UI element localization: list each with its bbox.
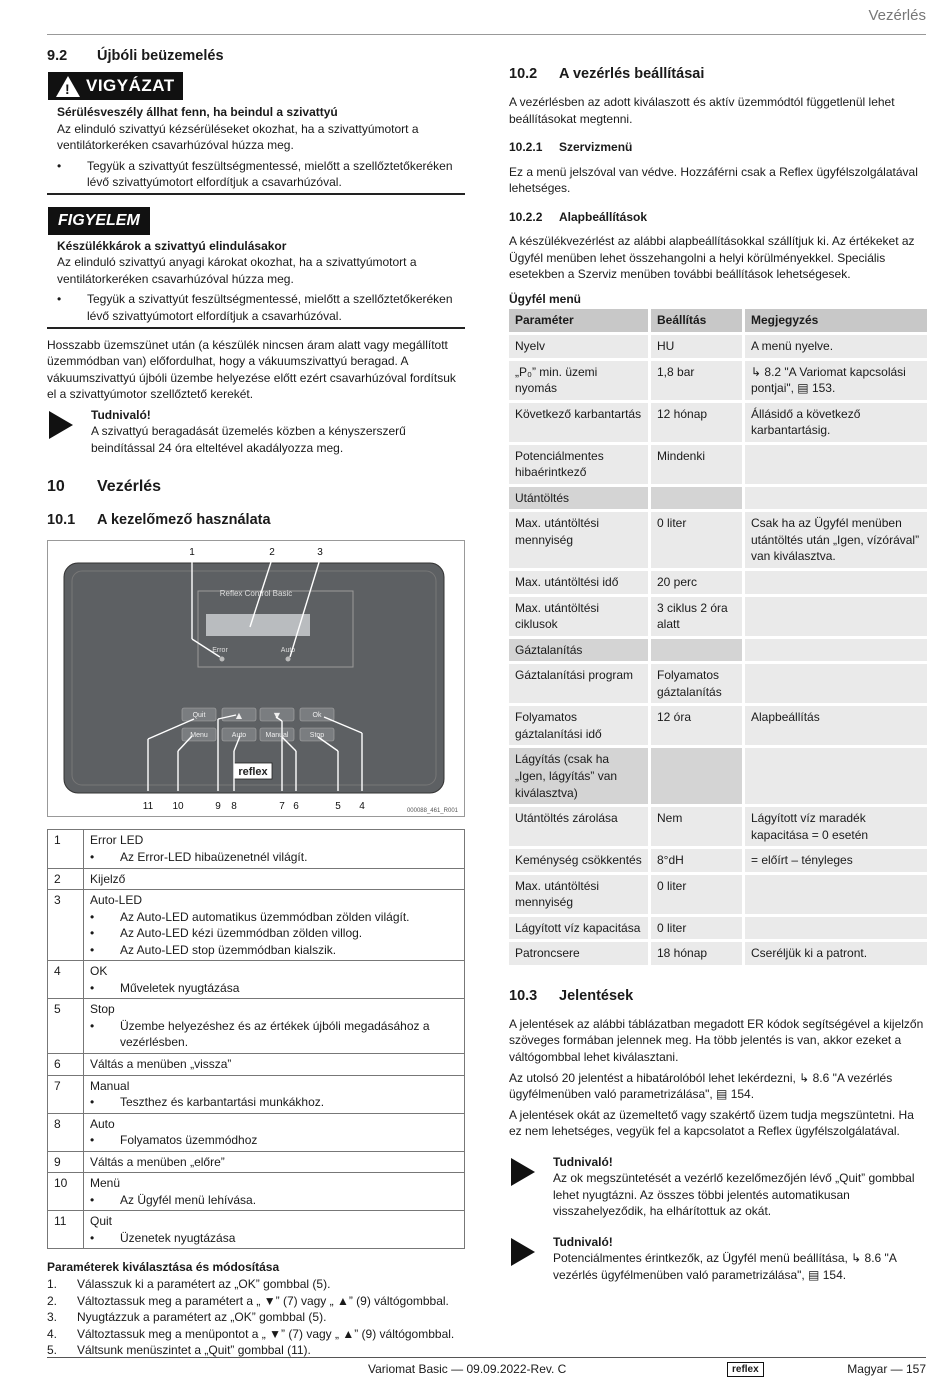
table-row [509, 917, 927, 943]
callout-11: 11 [142, 801, 154, 813]
legend-row [48, 1053, 465, 1075]
restart-paragraph: Hosszabb üzemszünet után (a készülék nincsen áram alatt vagy megállított üzemmódban van) előfordulhat, hogy a vákuumszivattyú beragad. A vákuumszivattyú újbóli üzembe helyezése előtt ezért csavarhúzóval fordítsuk el a szivattyúmotor szellőztető kerekét. [47, 337, 456, 402]
column-header-setting: Beállítás [651, 309, 745, 335]
cell-note [745, 487, 927, 513]
legend-title: Manual [90, 1078, 130, 1093]
section-title: Szervizmenü [559, 140, 633, 155]
settings-intro: A vezérlésben az adott kiválaszott és aktív üzemmódtól függetlenül lehet beállításokat megtenni. [509, 95, 895, 126]
legend-bullet: • Folyamatos üzemmódhoz [90, 1133, 258, 1148]
section-title: Alapbeállítások [559, 209, 648, 224]
figure-code: 000088_461_R001 [406, 808, 458, 815]
stop-button-label: Stop [309, 732, 325, 740]
legend-bullet: • Műveletek nyugtázása [90, 980, 240, 995]
cell-parameter: Max. utántöltési ciklusok [509, 597, 651, 639]
down-arrow-icon: ▼ [273, 711, 281, 721]
legend-bullet: • Az Ügyfél menü lehívása. [90, 1192, 257, 1207]
legend-bullet: • Teszthez és karbantartási munkákhoz. [90, 1095, 325, 1110]
step-item: 3. Nyugtázzuk a paramétert az „OK” gombbal (5). [47, 1310, 327, 1325]
quit-button-label: Quit [192, 712, 206, 720]
table-row [509, 664, 927, 706]
legend-number: 6 [48, 1053, 84, 1075]
cell-setting: 0 liter [651, 875, 745, 917]
callout-6: 6 [293, 801, 299, 813]
table-row [509, 597, 927, 639]
warning-box [47, 72, 465, 195]
cell-note: Alapbeállítás [745, 706, 927, 748]
section-10-2-1-heading [509, 139, 927, 156]
callout-10: 10 [172, 801, 184, 813]
warning-badge [48, 72, 183, 100]
footer-rule [47, 1357, 926, 1358]
ok-button-label: Ok [312, 712, 322, 720]
legend-description [84, 1151, 465, 1173]
up-arrow-icon: ▲ [235, 711, 243, 721]
cell-setting: Mindenki [651, 445, 745, 487]
section-number: 10.2.2 [509, 209, 543, 224]
tip-box [47, 407, 465, 457]
cell-note: = előírt – tényleges [745, 849, 927, 875]
table-row [509, 639, 927, 665]
section-10-heading [47, 476, 465, 498]
legend-number: 10 [48, 1173, 84, 1211]
cell-setting: Folyamatos gáztalanítás [651, 664, 745, 706]
cell-note: Cseréljük ki a patront. [745, 942, 927, 968]
section-10-2-2-heading [509, 209, 927, 226]
cell-parameter: Lágyítás (csak ha „Igen, lágyítás” van kiválasztva) [509, 748, 651, 807]
control-panel-diagram [47, 540, 465, 817]
legend-title: Stop [90, 1002, 115, 1017]
defaults-text: A készülékvezérlést az alábbi alapbeállításokkal szállítjuk ki. Az értékeket az Ügyfél menüben lehet összehangolni a helyi körülményekkel. Speciális esetekben a Szerviz menüben további beállítások lehetségesek. [509, 234, 915, 282]
cell-parameter: Max. utántöltési mennyiség [509, 512, 651, 571]
cell-setting: 12 hónap [651, 403, 745, 445]
right-column [509, 64, 927, 1292]
notice-bullet: • Tegyük a szivattyút feszültségmentessé, mielőtt a szellőztetőkeréken lévő szivattyúmotort elfordítjuk a csavarhúzóval. [57, 292, 453, 323]
legend-row [48, 1211, 465, 1249]
legend-row [48, 999, 465, 1054]
warning-triangle-icon [56, 76, 80, 97]
callout-8: 8 [231, 801, 237, 813]
legend-bullet: • Az Auto-LED stop üzemmódban kialszik. [90, 942, 337, 957]
cell-setting [651, 748, 745, 807]
cell-note: ↳ 8.2 "A Variomat kapcsolási pontjai", ▤ 153. [745, 361, 927, 403]
legend-row [48, 1075, 465, 1113]
legend-description [84, 1053, 465, 1075]
cell-note [745, 917, 927, 943]
legend-title: Auto-LED [90, 893, 143, 908]
tip-arrow-icon [49, 411, 73, 439]
legend-bullet: • Üzenetek nyugtázása [90, 1230, 236, 1245]
notice-title: Készülékkárok a szivattyú elindulásakor [57, 238, 287, 253]
legend-row [48, 961, 465, 999]
notice-badge: FIGYELEM [48, 207, 150, 235]
legend-row [48, 1173, 465, 1211]
cell-setting: HU [651, 335, 745, 361]
legend-title: Váltás a menüben „vissza” [90, 1056, 232, 1071]
callout-2: 2 [269, 547, 275, 559]
left-column [47, 46, 465, 1359]
cell-setting [651, 639, 745, 665]
auto-button-label: Auto [231, 732, 247, 740]
legend-number: 4 [48, 961, 84, 999]
tip-box [509, 1154, 927, 1220]
table-row [509, 571, 927, 597]
legend-description [84, 961, 465, 999]
table-row [509, 748, 927, 807]
cell-parameter: „P₀” min. üzemi nyomás [509, 361, 651, 403]
cell-note [745, 875, 927, 917]
menu-button-label: Menu [190, 732, 208, 740]
legend-bullet: • Az Auto-LED automatikus üzemmódban zölden világít. [90, 909, 410, 924]
cell-setting: 8°dH [651, 849, 745, 875]
cell-setting: 0 liter [651, 917, 745, 943]
column-header-parameter: Paraméter [509, 309, 651, 335]
tip-box [509, 1234, 927, 1284]
cell-setting: Nem [651, 807, 745, 849]
table-row [509, 875, 927, 917]
reports-p2: Az utolsó 20 jelentést a hibatárolóból lehet lekérdezni, ↳ 8.6 "A vezérlés ügyfélmenüben való parametrizálása", ▤ 154. [509, 1070, 893, 1102]
section-title: A vezérlés beállításai [559, 66, 705, 82]
customer-menu-table [509, 309, 927, 967]
cell-parameter: Max. utántöltési mennyiség [509, 875, 651, 917]
cell-note: Állásidő a következő karbantartásig. [745, 403, 927, 445]
cell-note [745, 748, 927, 807]
tip-arrow-icon [511, 1158, 535, 1186]
legend-description [84, 1113, 465, 1151]
callout-7: 7 [279, 801, 285, 813]
header-rule [47, 34, 926, 35]
legend-row [48, 890, 465, 961]
section-number: 9.2 [47, 48, 68, 64]
section-number: 10.1 [47, 512, 76, 529]
service-menu-text: Ez a menü jelszóval van védve. Hozzáférni csak a Reflex ügyfélszolgálatával lehetséges. [509, 164, 918, 196]
cell-parameter: Gáztalanítás [509, 639, 651, 665]
reports-p1: A jelentések az alábbi táblázatban megadott ER kódok segítségével a kijelzőn szöveges formában jelennek meg. Ha több jelentés is van, akkor ezeket a váltógombbal lehet kiválasztani. [509, 1016, 924, 1064]
legend-description [84, 1211, 465, 1249]
section-10-1-heading [47, 510, 465, 530]
legend-description [84, 1173, 465, 1211]
section-10-3-heading [509, 986, 927, 1006]
legend-number: 11 [48, 1211, 84, 1249]
page-header-title: Vezérlés [868, 7, 926, 24]
reports-p3: A jelentések okát az üzemeltető vagy szakértő üzem tudja megszüntetni. Ha ez nem lehetséges, vegyük fel a kapcsolatot a Reflex ügyfélszolgálatával. [509, 1107, 914, 1139]
customer-menu-title: Ügyfél menü [509, 291, 582, 306]
steps-title: Paraméterek kiválasztása és módosítása [47, 1260, 280, 1275]
steps-list [47, 1276, 465, 1359]
legend-bullet: • Az Error-LED hibaüzenetnél világít. [90, 849, 308, 864]
warning-text: Az elinduló szivattyú kézsérüléseket okozhat, ha a szivattyúmotort a ventilátorkeréken csavarhúzóval húzza meg. [57, 121, 419, 153]
legend-description [84, 830, 465, 868]
cell-setting [651, 487, 745, 513]
table-row [509, 445, 927, 487]
table-row [509, 706, 927, 748]
cell-setting: 1,8 bar [651, 361, 745, 403]
cell-parameter: Gáztalanítási program [509, 664, 651, 706]
table-row [509, 942, 927, 968]
section-title: Vezérlés [97, 478, 162, 496]
cell-parameter: Potenciálmentes hibaérintkező [509, 445, 651, 487]
step-item: 4. Változtassuk meg a menüpontot a „ ▼” (7) vagy „ ▲” (9) váltógombbal. [47, 1326, 455, 1341]
step-item: 1. Válasszuk ki a paramétert az „OK” gombbal (5). [47, 1277, 331, 1291]
cell-parameter: Utántöltés [509, 487, 651, 513]
table-row [509, 403, 927, 445]
cell-note [745, 445, 927, 487]
legend-row [48, 868, 465, 890]
tip-text: A szivattyú beragadását üzemelés közben a kényszerszerű beindítással 24 óra elteltével akadályozza meg. [91, 424, 406, 455]
section-number: 10.2 [509, 66, 538, 82]
legend-table [47, 829, 465, 1249]
section-10-2-heading [509, 64, 927, 84]
legend-description [84, 868, 465, 890]
legend-row [48, 1151, 465, 1173]
table-row [509, 335, 927, 361]
cell-note: A menü nyelve. [745, 335, 927, 361]
cell-setting: 12 óra [651, 706, 745, 748]
cell-parameter: Utántöltés zárolása [509, 807, 651, 849]
tip-title: Tudnivaló! [91, 407, 151, 422]
legend-title: Error LED [90, 833, 144, 848]
table-row [509, 807, 927, 849]
callout-9: 9 [215, 801, 221, 813]
legend-title: OK [90, 964, 108, 979]
cell-note: Lágyított víz maradék kapacitása = 0 esetén [745, 807, 927, 849]
cell-note [745, 639, 927, 665]
notice-box [47, 207, 465, 329]
callout-5: 5 [335, 801, 341, 813]
footer-document: Variomat Basic — 09.09.2022-Rev. C [368, 1362, 567, 1376]
legend-number: 1 [48, 830, 84, 868]
legend-row [48, 1113, 465, 1151]
section-title: A kezelőmező használata [97, 512, 271, 529]
cell-parameter: Nyelv [509, 335, 651, 361]
table-row [509, 487, 927, 513]
section-title: Jelentések [559, 987, 634, 1004]
legend-number: 3 [48, 890, 84, 961]
cell-note [745, 571, 927, 597]
panel-brand-label: Reflex Control Basic [219, 589, 293, 599]
manual-button-label: Manual [265, 732, 289, 740]
cell-parameter: Folyamatos gáztalanítási idő [509, 706, 651, 748]
warning-bullet: • Tegyük a szivattyút feszültségmentessé, mielőtt a szellőztetőkeréken lévő szivattyúmotort elfordítjuk a csavarhúzóval. [57, 158, 453, 190]
tip-text: Az ok megszüntetését a vezérlő kezelőmezőjén lévő „Quit” gombbal lehet nyugtázni. Az összes többi jelentés automatikusan visszahelyeződik, ha elhárítottuk az okát. [553, 1171, 915, 1219]
cell-parameter: Max. utántöltési idő [509, 571, 651, 597]
cell-setting: 0 liter [651, 512, 745, 571]
legend-number: 7 [48, 1075, 84, 1113]
error-led-label: Error [212, 647, 228, 655]
section-number: 10 [47, 478, 65, 496]
legend-description [84, 890, 465, 961]
legend-number: 2 [48, 868, 84, 890]
footer-page: Magyar — 157 [847, 1362, 926, 1376]
cell-parameter: Lágyított víz kapacitása [509, 917, 651, 943]
reflex-logo-text: reflex [238, 766, 268, 779]
control-panel-svg [48, 541, 464, 816]
legend-title: Kijelző [90, 871, 126, 886]
auto-led [286, 657, 291, 662]
legend-title: Menü [90, 1176, 121, 1191]
legend-title: Auto [90, 1116, 115, 1131]
cell-setting: 18 hónap [651, 942, 745, 968]
cell-note [745, 597, 927, 639]
auto-led-label: Auto [280, 647, 296, 655]
legend-number: 5 [48, 999, 84, 1054]
cell-setting: 3 ciklus 2 óra alatt [651, 597, 745, 639]
cell-setting: 20 perc [651, 571, 745, 597]
step-item: 5. Váltsunk menüszintet a „Quit” gombbal (11). [47, 1343, 311, 1358]
legend-description [84, 1075, 465, 1113]
legend-bullet: • Üzembe helyezéshez és az értékek újbóli megadásához a vezérlésben. [90, 1018, 430, 1050]
tip-title: Tudnivaló! [553, 1234, 613, 1249]
footer-logo: reflex [727, 1362, 764, 1377]
callout-1: 1 [189, 547, 195, 559]
legend-title: Quit [90, 1214, 113, 1229]
cell-note [745, 664, 927, 706]
legend-description [84, 999, 465, 1054]
table-row [509, 512, 927, 571]
cell-parameter: Következő karbantartás [509, 403, 651, 445]
warning-title: Sérülésveszély állhat fenn, ha beindul a szivattyú [57, 105, 338, 120]
cell-parameter: Keménység csökkentés [509, 849, 651, 875]
section-number: 10.3 [509, 987, 538, 1004]
legend-title: Váltás a menüben „előre” [90, 1154, 225, 1169]
cell-note: Csak ha az Ügyfél menüben utántöltés után „Igen, vízórával” van kiválasztva. [745, 512, 927, 571]
table-row [509, 361, 927, 403]
callout-4: 4 [359, 801, 365, 813]
section-number: 10.2.1 [509, 140, 543, 155]
legend-number: 8 [48, 1113, 84, 1151]
warning-badge-label: VIGYÁZAT [86, 76, 175, 96]
legend-number: 9 [48, 1151, 84, 1173]
step-item: 2. Változtassuk meg a paramétert a „ ▼” (7) vagy „ ▲” (9) váltógombbal. [47, 1293, 449, 1308]
tip-arrow-icon [511, 1238, 535, 1266]
tip-text: Potenciálmentes érintkezők, az Ügyfél menü beállítása, ↳ 8.6 "A vezérlés ügyfélmenüben való parametrizálása", ▤ 154. [553, 1251, 897, 1282]
error-led [220, 657, 225, 662]
display-window [206, 614, 310, 636]
notice-text: Az elinduló szivattyú anyagi károkat okozhat, ha a szivattyúmotort a ventilátorkeréken csavarhúzóval húzza meg. [57, 255, 417, 286]
legend-row [48, 830, 465, 868]
callout-3: 3 [317, 547, 323, 559]
tip-title: Tudnivaló! [553, 1154, 613, 1169]
legend-bullet: • Az Auto-LED kézi üzemmódban zölden villog. [90, 926, 363, 941]
section-title: Újbóli beüzemelés [97, 48, 224, 64]
section-9-2-heading [47, 46, 465, 66]
table-row [509, 849, 927, 875]
cell-parameter: Patroncsere [509, 942, 651, 968]
column-header-note: Megjegyzés [745, 309, 927, 335]
